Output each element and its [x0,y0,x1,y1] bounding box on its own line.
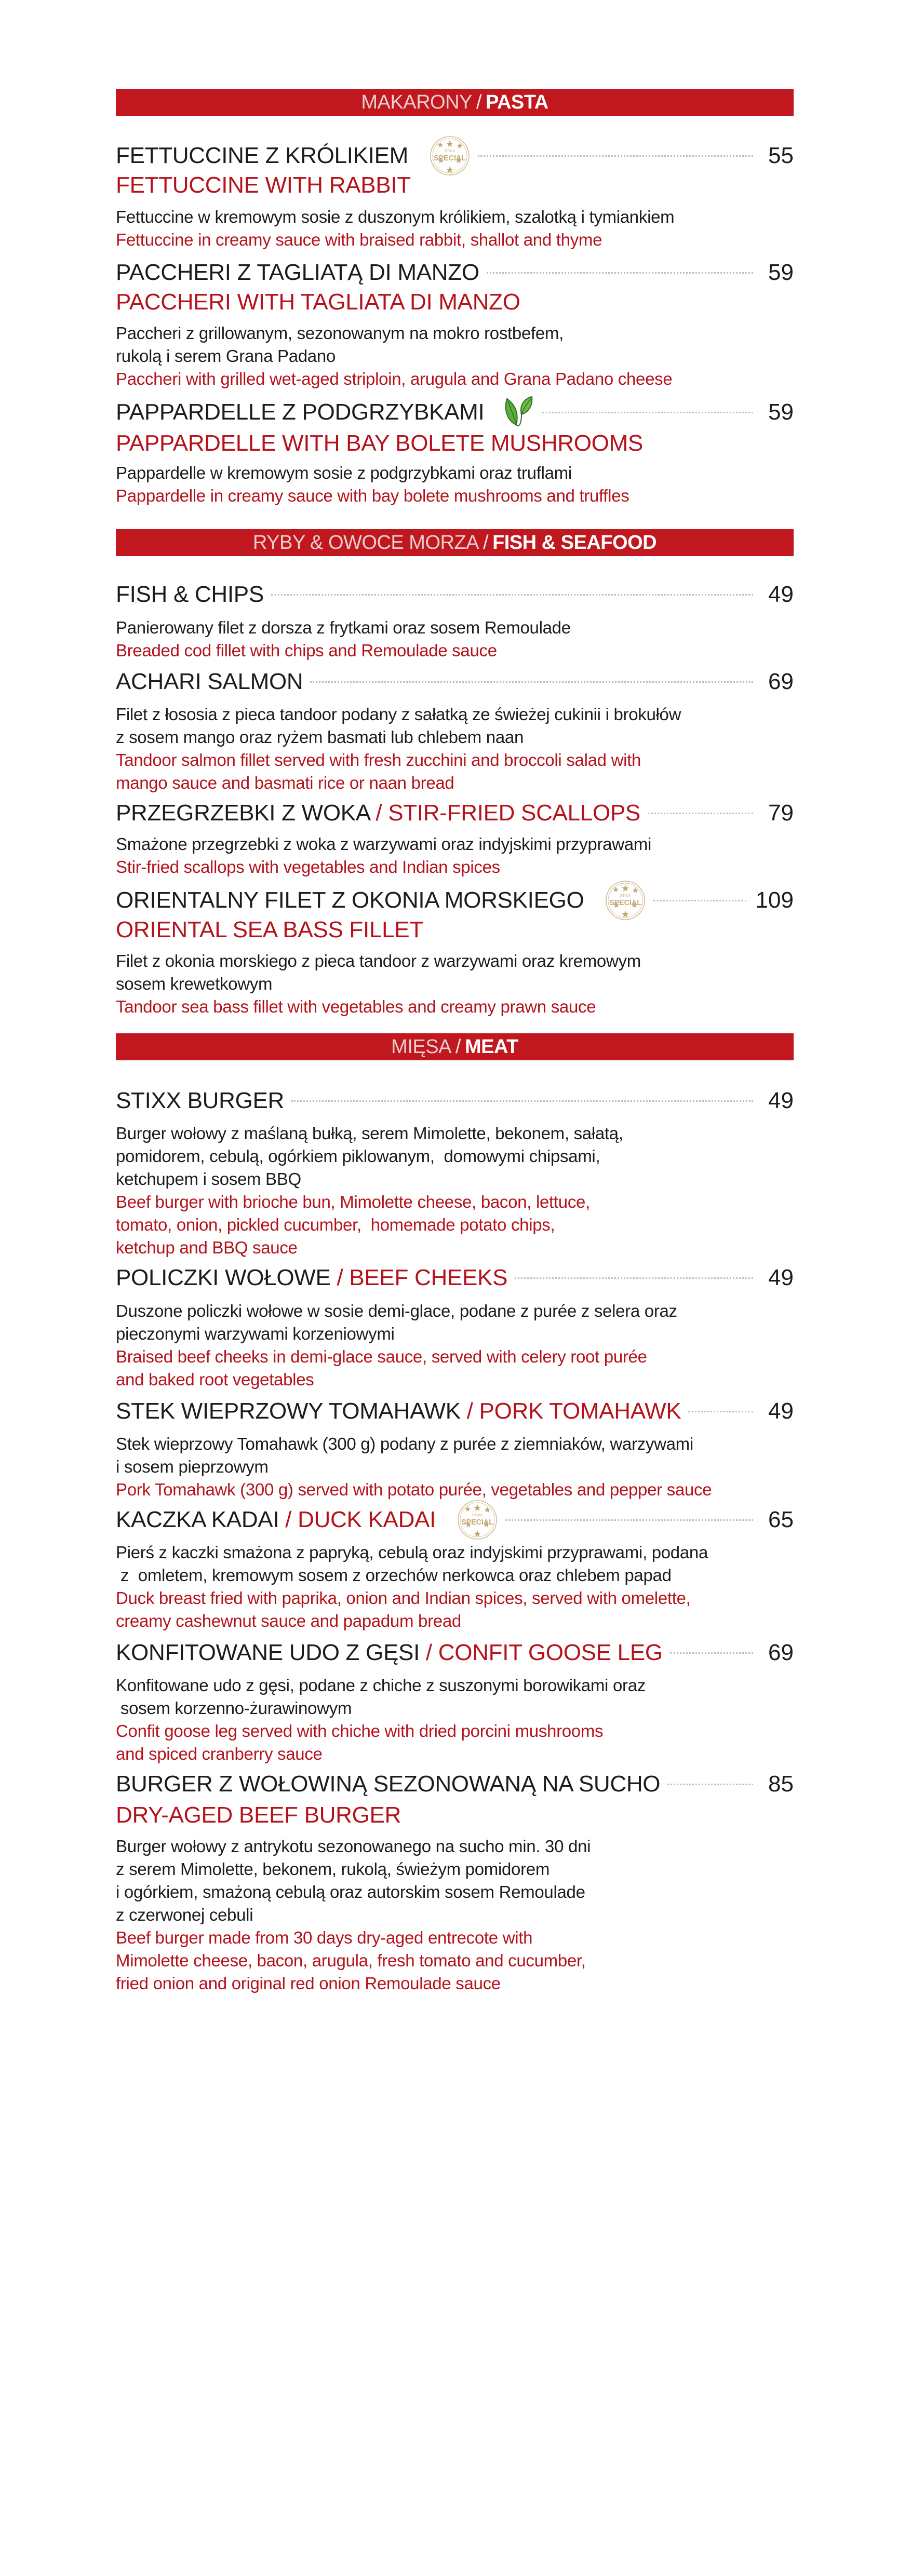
dish-title [116,143,408,169]
dish-name-en: PAPPARDELLE WITH BAY BOLETE MUSHROOMS [116,430,643,456]
dish-name-pl: STIXX BURGER [116,1088,285,1113]
description-en: Confit goose leg served with chiche with dried porcini mushrooms [116,1721,604,1741]
dish-name-pl: FISH & CHIPS [116,582,264,607]
description-en: creamy cashewnut sauce and papadum bread [116,1611,461,1630]
dish-title [116,887,584,913]
description-pl: Fettuccine w kremowym sosie z duszonym królikiem, szalotką i tymiankiem [116,207,675,226]
dish-title [116,582,264,608]
description-pl: Duszone policzki wołowe w sosie demi-glace, podane z purée z selera oraz [116,1301,677,1320]
description-en: ketchup and BBQ sauce [116,1238,298,1257]
dish-name-en: CONFIT GOOSE LEG [438,1640,663,1665]
dish-price: 55 [768,143,794,168]
description-pl: Smażone przegrzebki z woka z warzywami oraz indyjskimi przyprawami [116,834,652,854]
dotted-leader [667,1784,753,1785]
menu-item-row[interactable] [116,580,794,609]
dotted-leader [487,272,753,274]
description-en: and spiced cranberry sauce [116,1744,323,1763]
dish-name-pl: KONFITOWANE UDO Z GĘSI [116,1640,420,1665]
dish-name-en: PORK TOMAHAWK [479,1398,681,1424]
description-pl: Panierowany filet z dorsza z frytkami oraz sosem Remoulade [116,618,571,637]
dish-price: 109 [755,887,794,913]
section-title-pl: MAKARONY [361,91,472,113]
dish-name-pl: POLICZKI WOŁOWE [116,1265,331,1290]
description-pl: z sosem mango oraz ryżem basmati lub chlebem naan [116,727,524,747]
description-pl: z serem Mimolette, bekonem, rukolą, świeżym pomidorem [116,1859,550,1879]
description-en: Beef burger with brioche bun, Mimolette cheese, bacon, lettuce, [116,1192,590,1211]
description-en: mango sauce and basmati rice or naan bread [116,773,454,792]
special-badge-icon [429,135,471,177]
description-pl: i sosem pieprzowym [116,1457,269,1476]
description-en: Tandoor sea bass fillet with vegetables and creamy prawn sauce [116,997,596,1016]
description-pl: Pierś z kaczki smażona z papryką, cebulą oraz indyjskimi przyprawami, podana [116,1543,708,1562]
description-en: Stir-fried scallops with vegetables and Indian spices [116,857,500,876]
description-pl: rukolą i serem Grana Padano [116,346,336,366]
description-en: Breaded cod fillet with chips and Remoulade sauce [116,641,497,660]
dish-title [116,1507,436,1533]
section-header-fish [116,529,794,556]
menu-item-row[interactable] [116,1505,794,1534]
dish-name-pl: PAPPARDELLE Z PODGRZYBKAMI [116,399,485,425]
badge-top-text: STIXX [472,1514,483,1517]
dish-title [116,260,479,286]
dotted-leader [505,1519,753,1521]
dish-price: 85 [768,1771,794,1797]
dish-name-separator: / [330,1265,350,1290]
dish-name-pl: BURGER Z WOŁOWINĄ SEZONOWANĄ NA SUCHO [116,1771,661,1797]
special-badge-icon [605,880,646,921]
dotted-leader [291,1100,753,1102]
menu-item-row[interactable] [116,141,794,170]
description-en: and baked root vegetables [116,1370,314,1389]
dish-name-pl: PACCHERI Z TAGLIATĄ DI MANZO [116,260,479,285]
description-en: Pappardelle in creamy sauce with bay bolete mushrooms and truffles [116,486,629,505]
dish-name-en: STIR-FRIED SCALLOPS [388,800,640,826]
section-title-separator: / [483,531,489,554]
menu-item-row[interactable] [116,799,794,828]
description-pl: sosem korzenno-żurawinowym [116,1698,352,1718]
section-title-pl: MIĘSA [391,1035,451,1058]
menu-item-row[interactable] [116,1770,794,1799]
dotted-leader [542,412,753,413]
section-header-meat [116,1033,794,1060]
dotted-leader [670,1652,753,1654]
description-en: Mimolette cheese, bacon, arugula, fresh tomato and cucumber, [116,1951,586,1970]
dish-name-en: BEEF CHEEKS [349,1265,508,1290]
menu-item-row[interactable] [116,258,794,287]
dish-name-en: DRY-AGED BEEF BURGER [116,1802,401,1828]
dish-name-pl: PRZEGRZEBKI Z WOKA [116,800,370,826]
dish-name-en: PACCHERI WITH TAGLIATA DI MANZO [116,289,520,315]
dish-name-en: ORIENTAL SEA BASS FILLET [116,917,423,942]
dish-name-pl: ORIENTALNY FILET Z OKONIA MORSKIEGO [116,887,584,913]
menu-item-row[interactable] [116,667,794,696]
dish-name-pl: ACHARI SALMON [116,669,303,694]
dotted-leader [271,594,753,596]
description-pl: Filet z łososia z pieca tandoor podany z sałatką ze świeżej cukinii i brokułów [116,705,681,724]
dish-price: 79 [768,800,794,826]
dish-title [116,1771,660,1797]
section-title-en: PASTA [485,91,548,113]
dish-title [116,800,640,826]
dish-name-separator: / [279,1507,298,1532]
badge-label-text: SPECIAL [461,1518,494,1527]
dish-name-separator: / [460,1398,479,1424]
badge-label-text: SPECIAL [609,898,642,907]
description-pl: Paccheri z grillowanym, sezonowanym na mokro rostbefem, [116,323,564,343]
dish-name-separator: / [420,1640,438,1665]
description-en: Paccheri with grilled wet-aged striploin, arugula and Grana Padano cheese [116,369,673,388]
dish-name-en: FETTUCCINE WITH RABBIT [116,172,411,198]
dish-title [116,1265,507,1291]
section-title-en: MEAT [464,1035,518,1058]
section-title-pl: RYBY & OWOCE MORZA [252,531,479,554]
dish-price: 49 [768,1398,794,1424]
dish-price: 69 [768,1640,794,1665]
description-pl: z czerwonej cebuli [116,1905,253,1924]
description-en: Braised beef cheeks in demi-glace sauce, served with celery root purée [116,1347,647,1366]
dish-name-pl: STEK WIEPRZOWY TOMAHAWK [116,1398,461,1424]
description-pl: Filet z okonia morskiego z pieca tandoor z warzywami oraz kremowym [116,951,641,970]
description-pl: pomidorem, cebulą, ogórkiem piklowanym, domowymi chipsami, [116,1147,600,1166]
section-title-separator: / [455,1035,461,1058]
description-en: tomato, onion, pickled cucumber, homemade potato chips, [116,1215,555,1234]
menu-item-row[interactable] [116,1397,794,1426]
dish-name-en: DUCK KADAI [298,1507,436,1532]
description-pl: Stek wieprzowy Tomahawk (300 g) podany z purée z ziemniaków, warzywami [116,1434,693,1453]
dish-title [116,1088,284,1114]
description-en: Fettuccine in creamy sauce with braised rabbit, shallot and thyme [116,230,602,249]
description-en: Beef burger made from 30 days dry-aged entrecote with [116,1928,533,1947]
dish-price: 49 [768,1088,794,1113]
menu-item-row[interactable] [116,398,794,427]
badge-top-text: STIXX [444,150,456,153]
dotted-leader [688,1411,753,1412]
menu-item-row[interactable] [116,1263,794,1292]
description-pl: z omletem, kremowym sosem z orzechów nerkowca oraz chlebem papad [116,1566,672,1585]
dish-price: 59 [768,399,794,425]
description-pl: Pappardelle w kremowym sosie z podgrzybkami oraz truflami [116,463,572,482]
dotted-leader [310,681,753,683]
dish-price: 49 [768,582,794,607]
description-en: fried onion and original red onion Remoulade sauce [116,1974,501,1993]
dotted-leader [648,813,753,814]
vegetarian-leaf-icon [503,396,535,429]
description-en: Duck breast fried with paprika, onion and Indian spices, served with omelette, [116,1588,691,1608]
menu-item-row[interactable] [116,886,794,915]
menu-item-row[interactable] [116,1638,794,1667]
dotted-leader [478,155,753,157]
description-pl: pieczonymi warzywami korzeniowymi [116,1324,395,1343]
badge-label-text: SPECIAL [434,154,466,163]
description-pl: sosem krewetkowym [116,974,273,993]
description-en: Tandoor salmon fillet served with fresh zucchini and broccoli salad with [116,750,641,770]
dotted-leader [653,900,746,901]
dish-title [116,1640,663,1666]
dish-name-pl: FETTUCCINE Z KRÓLIKIEM [116,143,408,168]
section-title-en: FISH & SEAFOOD [492,531,657,554]
dish-price: 65 [768,1507,794,1532]
description-pl: ketchupem i sosem BBQ [116,1169,301,1189]
section-title-separator: / [476,91,481,113]
dish-price: 59 [768,260,794,285]
dish-title [116,669,303,695]
menu-item-row[interactable] [116,1086,794,1115]
dotted-leader [515,1277,753,1279]
description-en: Pork Tomahawk (300 g) served with potato purée, vegetables and pepper sauce [116,1480,712,1499]
dish-title [116,399,484,425]
section-header-pasta [116,89,794,116]
description-pl: i ogórkiem, smażoną cebulą oraz autorskim sosem Remoulade [116,1882,585,1901]
description-pl: Burger wołowy z maślaną bułką, serem Mimolette, bekonem, sałatą, [116,1124,623,1143]
dish-price: 49 [768,1265,794,1290]
description-pl: Konfitowane udo z gęsi, podane z chiche z suszonymi borowikami oraz [116,1676,646,1695]
badge-top-text: STIXX [620,894,631,898]
dish-title [116,1398,681,1424]
dish-name-separator: / [369,800,388,826]
dish-price: 69 [768,669,794,694]
dish-name-pl: KACZKA KADAI [116,1507,279,1532]
special-badge-icon [457,1499,498,1541]
description-pl: Burger wołowy z antrykotu sezonowanego na sucho min. 30 dni [116,1837,591,1856]
